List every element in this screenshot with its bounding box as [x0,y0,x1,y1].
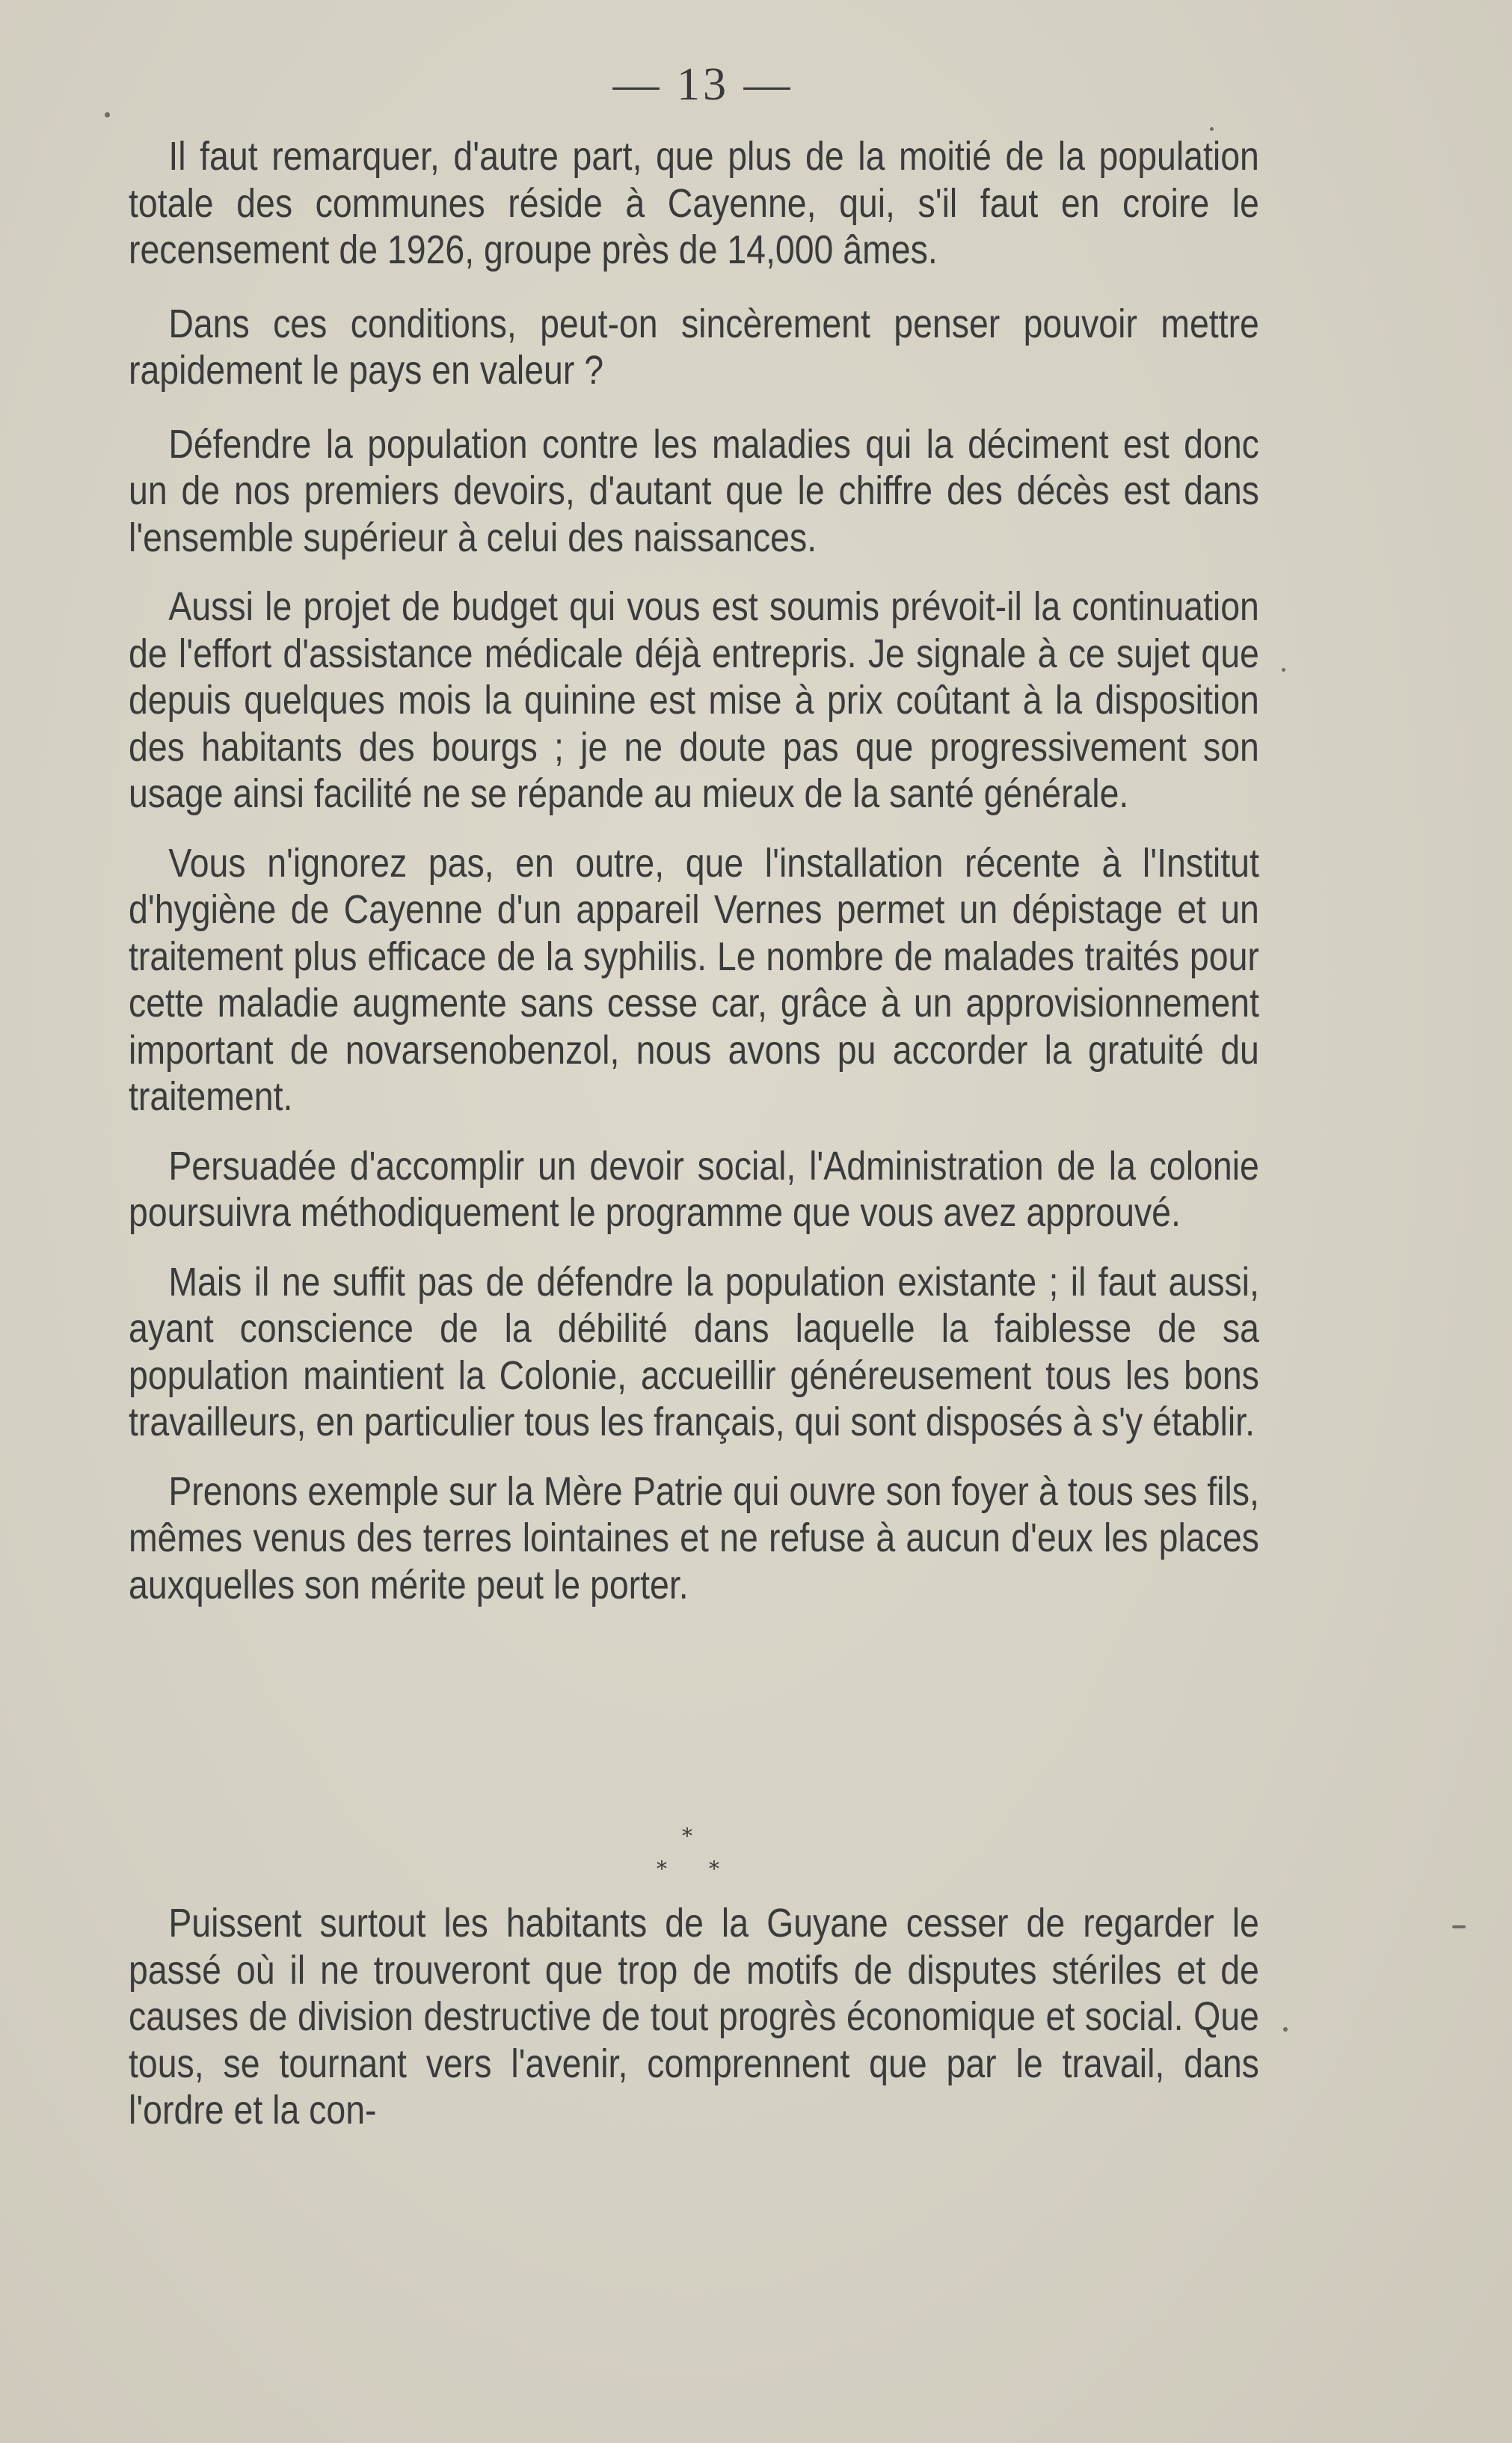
body-text [129,133,1259,1608]
paragraph-defend-population: Défendre la population contre les maladies qui la déciment est donc un de nos premiers devoirs, d'autant que le chiffre des décès est dans l'ensemble supérieur à celui des naissances. [129,421,1259,560]
separator-star-left: * [657,1857,667,1881]
paper-speck [1210,127,1214,131]
paper-speck [105,112,110,117]
paper-speck [1283,2027,1288,2032]
page-number: — 13 — [612,59,793,110]
paragraph-budget-medical: Aussi le projet de budget qui vous est soumis prévoit-il la continuation de l'effort d'assistance médicale déjà entrepris. Je signale à ce sujet que depuis quelques mois la quinine est mise à prix coûtant à la disposition des habitants des bourgs ; je ne doute pas que progressivement son usage ainsi facilité ne se répande au mieux de la santé générale. [129,584,1259,816]
paper-speck [1282,668,1285,672]
paragraph-institut-hygiene: Vous n'ignorez pas, en outre, que l'installation récente à l'Institut d'hygiène de Cayenne d'un appareil Vernes permet un dépistage et un traitement plus efficace de la syphilis. Le nombre de malades traités pour cette maladie augmente sans cesse car, grâce à un approvisionnement important de novarsenobenzol, nous avons pu accorder la gratuité du traitement. [129,840,1259,1119]
paragraph-welcome-workers: Mais il ne suffit pas de défendre la population existante ; il faut aussi, ayant conscience de la débilité dans laquelle la faiblesse de sa population maintient la Colonie, accueillir généreusement tous les bons travailleurs, en particulier tous les français, qui sont disposés à s'y établir. [129,1259,1259,1444]
paragraph-mere-patrie: Prenons exemple sur la Mère Patrie qui ouvre son foyer à tous ses fils, mêmes venus des terres lointaines et ne refuse à aucun d'eux les places auxquelles son mérite peut le porter. [129,1468,1259,1607]
separator-star-right: * [709,1857,719,1881]
paragraph-administration: Persuadée d'accomplir un devoir social, l'Administration de la colonie poursuivra méthodiquement le programme que vous avez approuvé. [129,1143,1259,1235]
paper-speck [1452,1925,1466,1928]
asterism-separator [613,1824,719,1891]
separator-star-top: * [682,1824,692,1848]
paragraph-guyane-habitants: Puissent surtout les habitants de la Guyane cesser de regarder le passé où il ne trouveront que trop de motifs de disputes stériles et de causes de division destructive de tout progrès économique et social. Que tous, se tournant vers l'avenir, comprennent que par le travail, dans l'ordre et la con- [129,1901,1259,2133]
closing-text [129,1900,1259,2134]
paragraph-cayenne-population: Il faut remarquer, d'autre part, que plus de la moitié de la population totale des communes réside à Cayenne, qui, s'il faut en croire le recensement de 1926, groupe près de 14,000 âmes. [129,134,1259,272]
paragraph-conditions: Dans ces conditions, peut-on sincèrement penser pouvoir mettre rapidement le pays en valeur ? [129,301,1259,393]
